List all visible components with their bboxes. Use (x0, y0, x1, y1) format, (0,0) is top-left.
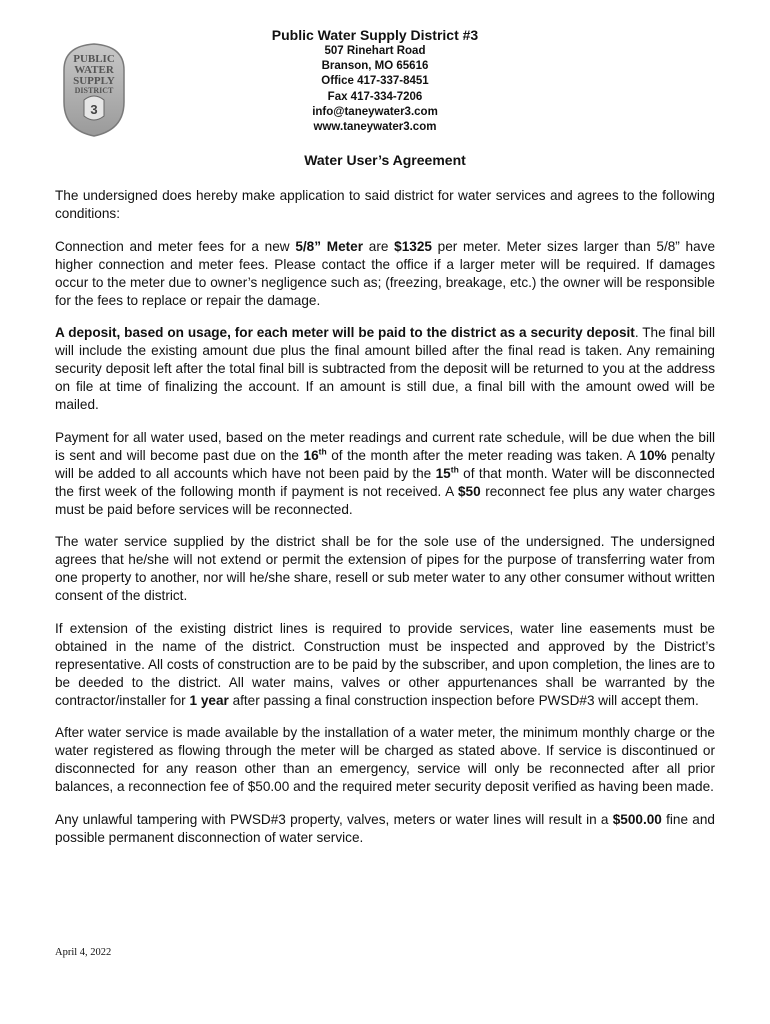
intro-paragraph: The undersigned does hereby make application to said district for water services and agrees to the following conditions: (55, 188, 715, 221)
logo-line-4: DISTRICT (74, 86, 114, 95)
logo-number: 3 (90, 102, 98, 117)
letterhead (235, 26, 515, 135)
logo-line-3: SUPPLY (73, 75, 115, 87)
office-phone: Office 417-337-8451 (321, 75, 429, 88)
agreement-body (55, 187, 715, 861)
logo-line-2: WATER (74, 64, 114, 76)
deposit-paragraph: A deposit, based on usage, for each meter will be paid to the district as a security deposit. The final bill will include the existing amount due plus the final amount billed after the final read is taken. Any remaining security deposit left after the total final bill is subtracted from the deposit will be returned to you at the address on file at time of finalizing the account. If an amount is still due, a final bill with the amount owed will be mailed. (55, 325, 715, 412)
payment-paragraph: Payment for all water used, based on the meter readings and current rate schedule, will be due when the bill is sent and will become past due on the 16th of the month after the meter reading was taken. A 10% penalty will be added to all accounts which have not been paid by the 15th of that month. Water will be disconnected the first week of the following month if payment is not received. A $50 reconnect fee plus any water charges must be paid before services will be reconnected. (55, 429, 715, 517)
meter-fees-paragraph: Connection and meter fees for a new 5/8” Meter are $1325 per meter. Meter sizes larger than 5/8” have higher connection and meter fees. Please contact the office if a larger meter will be required. If damages occur to the meter due to owner’s negligence such as; (freezing, breakage, etc.) the owner will be responsible for the fees to replace or repair the damage. (55, 238, 716, 308)
website-url: www.taneywater3.com (313, 121, 437, 134)
address-line: 507 Rinehart Road (324, 45, 426, 57)
district-logo (58, 40, 130, 140)
revision-date: April 4, 2022 (55, 947, 112, 958)
fax-number: Fax 417-334-7206 (327, 90, 423, 103)
tampering-paragraph: Any unlawful tampering with PWSD#3 property, valves, meters or water lines will result in a $500.00 fine and possible permanent disconnection of water service. (55, 811, 715, 845)
org-name: Public Water Supply District #3 (271, 27, 479, 43)
document-title: Water User’s Agreement (304, 152, 466, 168)
minimum-charge-paragraph: After water service is made available by the installation of a water meter, the minimum monthly charge or the water registered as flowing through the meter will be charged as stated above. If service is discontinued or disconnected for any reason other than an emergency, service will only be reconnected after all prior balances, a reconnection fee of $50.00 and the required meter security deposit verified as having been made. (55, 725, 715, 794)
logo-line-1: PUBLIC (73, 53, 115, 65)
sole-use-paragraph: The water service supplied by the district shall be for the sole use of the undersigned. The undersigned agrees that he/she will not extend or permit the extension of pipes for the purpose of transferring water from one property to another, nor will he/she share, resell or sub meter water to any other consumer without written consent of the district. (55, 534, 715, 603)
email-address: info@taneywater3.com (312, 105, 438, 118)
extension-paragraph: If extension of the existing district lines is required to provide services, water line easements must be obtained in the name of the district. Construction must be inspected and approved by the District’s representative. All costs of construction are to be paid by the subscriber, and upon completion, the lines are to be deeded to the district. All water mains, valves or other appurtenances shall be warranted by the contractor/installer for 1 year after passing a final construction inspection before PWSD#3 will accept them. (55, 620, 715, 708)
city-state-zip: Branson, MO 65616 (321, 60, 429, 73)
